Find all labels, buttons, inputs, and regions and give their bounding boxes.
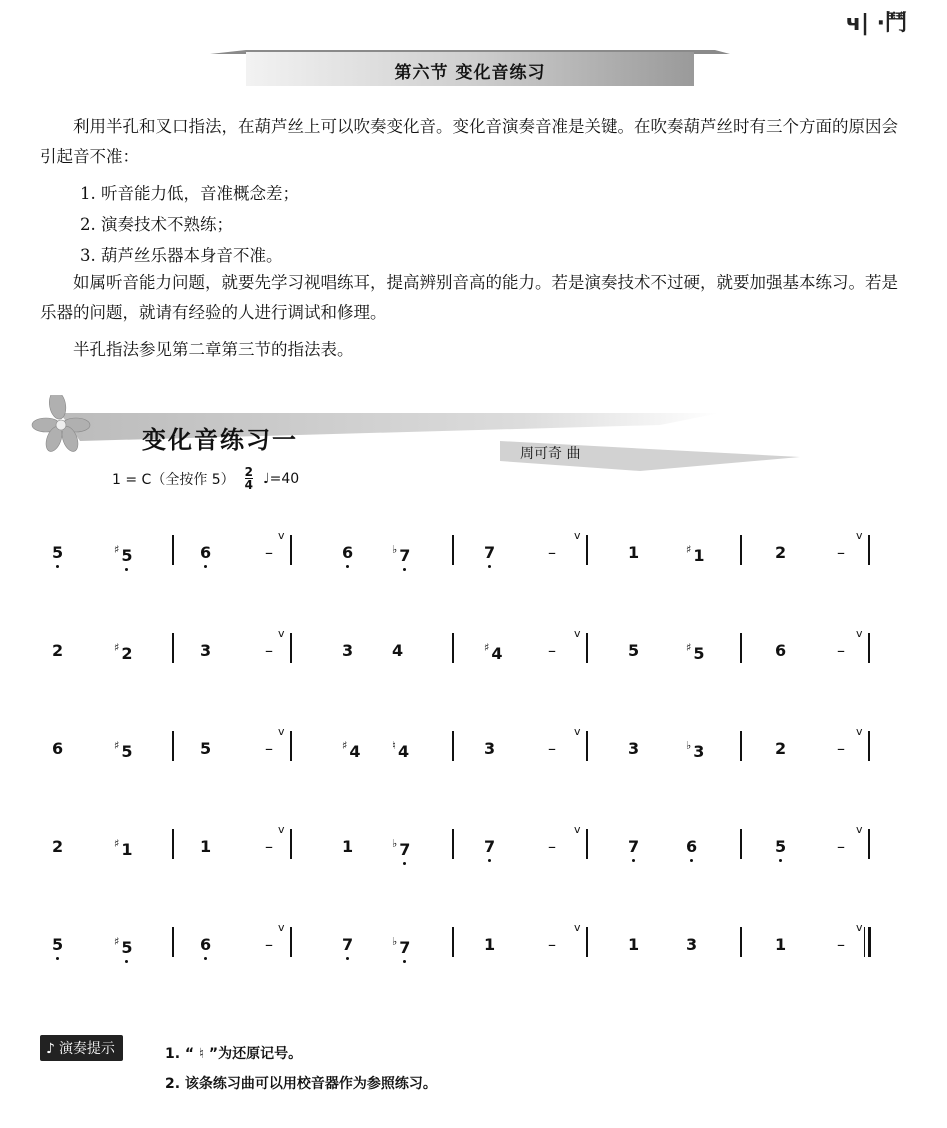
note-number: 7: [399, 840, 411, 859]
tip-line-2: 2. 该条练习曲可以用校音器作为参照练习。: [165, 1076, 437, 1092]
intro-paragraph-1: 利用半孔和叉口指法，在葫芦丝上可以吹奏变化音。变化音演奏音准是关键。在吹奏葫芦丝时有三个方面的原因会引起音不准：: [40, 117, 898, 166]
note: [686, 837, 697, 856]
breath-mark: v: [856, 823, 863, 836]
bar-line: [290, 731, 292, 761]
extension-dash: –: [548, 739, 556, 758]
note-number: 4: [491, 644, 503, 663]
note-number: 5: [121, 742, 133, 761]
bar-line: [740, 829, 742, 859]
extension-dash: –: [265, 935, 273, 954]
note-number: 5: [52, 543, 64, 562]
tips-badge-label: 演奏提示: [58, 1041, 115, 1057]
composer: 周可奇 曲: [520, 446, 581, 462]
note: [114, 641, 132, 663]
accidental: ♭: [392, 935, 398, 948]
key-signature-line: [112, 466, 299, 491]
breath-mark: v: [278, 823, 285, 836]
bar-line: [868, 829, 870, 859]
note-number: 4: [392, 641, 404, 660]
note: [686, 543, 704, 565]
bar-line: [586, 535, 588, 565]
note-number: 1: [121, 840, 133, 859]
score-row: [40, 529, 900, 575]
note: [775, 837, 786, 856]
section-banner: [210, 48, 730, 88]
time-signature: [245, 466, 253, 491]
note: [200, 641, 211, 660]
extension-dash: –: [837, 543, 845, 562]
bar-line: [586, 731, 588, 761]
flower-ornament: [20, 395, 820, 475]
note: [775, 543, 786, 562]
note: [392, 837, 410, 859]
note-number: 3: [342, 641, 354, 660]
note: [392, 543, 410, 565]
list-item: 3. 葫芦丝乐器本身音不准。: [80, 246, 283, 265]
note-number: 1: [342, 837, 354, 856]
intro-paragraph-3: 半孔指法参见第二章第三节的指法表。: [73, 340, 354, 359]
bar-line: [586, 829, 588, 859]
time-denominator: 4: [244, 478, 254, 492]
accidental: ♮: [392, 739, 396, 752]
breath-mark: v: [574, 921, 581, 934]
note: [628, 837, 639, 856]
bar-line: [586, 927, 588, 957]
breath-mark: v: [856, 529, 863, 542]
accidental: ♯: [114, 543, 120, 556]
extension-dash: –: [837, 935, 845, 954]
note-number: 7: [628, 837, 640, 856]
accidental: ♯: [686, 543, 692, 556]
note: [342, 739, 360, 761]
note: [775, 641, 786, 660]
extension-dash: –: [265, 739, 273, 758]
note: [484, 739, 495, 758]
breath-mark: v: [856, 627, 863, 640]
bar-line: [452, 731, 454, 761]
note-number: 1: [628, 543, 640, 562]
breath-mark: v: [574, 823, 581, 836]
note-number: 6: [200, 935, 212, 954]
note-number: 7: [399, 546, 411, 565]
note-number: 4: [349, 742, 361, 761]
note-number: 3: [686, 935, 698, 954]
bar-line: [172, 829, 174, 859]
performance-tips-badge: [40, 1035, 123, 1061]
final-bar-line-thin: [864, 927, 865, 957]
note-number: 5: [775, 837, 787, 856]
note: [484, 641, 502, 663]
bar-line: [452, 927, 454, 957]
note-number: 2: [775, 739, 787, 758]
note-number: 7: [484, 837, 496, 856]
note: [52, 739, 63, 758]
accidental: ♭: [392, 543, 398, 556]
note-number: 7: [484, 543, 496, 562]
note-number: 3: [693, 742, 705, 761]
note-number: 3: [628, 739, 640, 758]
note: [52, 543, 63, 562]
note-number: 1: [693, 546, 705, 565]
note: [484, 935, 495, 954]
exercise-banner: [20, 395, 820, 475]
accidental: ♭: [686, 739, 692, 752]
note: [686, 935, 697, 954]
note-number: 6: [775, 641, 787, 660]
extension-dash: –: [837, 739, 845, 758]
bar-line: [452, 535, 454, 565]
bar-line: [452, 829, 454, 859]
note: [342, 641, 353, 660]
note: [775, 739, 786, 758]
note: [392, 739, 409, 761]
accidental: ♯: [686, 641, 692, 654]
note-number: 2: [52, 837, 64, 856]
tips-icon: ♪: [46, 1041, 55, 1057]
extension-dash: –: [548, 935, 556, 954]
note-number: 3: [484, 739, 496, 758]
note: [686, 739, 704, 761]
note: [392, 935, 410, 957]
note-number: 1: [484, 935, 496, 954]
extension-dash: –: [548, 837, 556, 856]
bar-line: [172, 633, 174, 663]
accidental: ♯: [114, 739, 120, 752]
note-number: 5: [693, 644, 705, 663]
bar-line: [452, 633, 454, 663]
tip-line-1: 1. “ ♮ ”为还原记号。: [165, 1046, 303, 1062]
bar-line: [740, 535, 742, 565]
score-row: [40, 823, 900, 869]
note: [392, 641, 403, 660]
bar-line: [290, 927, 292, 957]
note: [52, 641, 63, 660]
note: [342, 543, 353, 562]
note-number: 7: [399, 938, 411, 957]
note-number: 6: [200, 543, 212, 562]
note: [628, 739, 639, 758]
breath-mark: v: [574, 725, 581, 738]
breath-mark: v: [856, 725, 863, 738]
accidental: ♯: [342, 739, 348, 752]
note: [342, 935, 353, 954]
breath-mark: v: [278, 725, 285, 738]
note: [200, 739, 211, 758]
note-number: 3: [200, 641, 212, 660]
bar-line: [172, 927, 174, 957]
note-number: 4: [397, 742, 410, 761]
breath-mark: v: [574, 627, 581, 640]
note: [628, 935, 639, 954]
final-bar-line: [868, 927, 871, 957]
bar-line: [740, 731, 742, 761]
breath-mark: v: [574, 529, 581, 542]
accidental: ♯: [484, 641, 490, 654]
note-number: 5: [52, 935, 64, 954]
tempo-mark: ♩=40: [263, 470, 300, 487]
list-item: 1. 听音能力低，音准概念差；: [80, 184, 299, 203]
extension-dash: –: [548, 641, 556, 660]
extension-dash: –: [265, 641, 273, 660]
breath-mark: v: [278, 627, 285, 640]
note: [628, 641, 639, 660]
bar-line: [868, 633, 870, 663]
note-number: 2: [121, 644, 133, 663]
breath-mark: v: [856, 921, 863, 934]
extension-dash: –: [548, 543, 556, 562]
note-number: 2: [52, 641, 64, 660]
exercise-title: 变化音练习一: [142, 425, 298, 454]
bar-line: [740, 927, 742, 957]
note: [114, 543, 132, 565]
bar-line: [868, 535, 870, 565]
note: [686, 641, 704, 663]
note-number: 6: [52, 739, 64, 758]
note-number: 1: [775, 935, 787, 954]
accidental: ♭: [392, 837, 398, 850]
bar-line: [740, 633, 742, 663]
note-number: 5: [121, 546, 133, 565]
accidental: ♯: [114, 641, 120, 654]
note: [52, 935, 63, 954]
time-numerator: 2: [244, 465, 254, 479]
breath-mark: v: [278, 921, 285, 934]
note: [484, 543, 495, 562]
bar-line: [868, 731, 870, 761]
note: [775, 935, 786, 954]
score-row: [40, 921, 900, 967]
bar-line: [586, 633, 588, 663]
note: [628, 543, 639, 562]
note: [114, 935, 132, 957]
note-number: 5: [628, 641, 640, 660]
extension-dash: –: [265, 543, 273, 562]
note: [342, 837, 353, 856]
score-row: [40, 627, 900, 673]
note: [200, 543, 211, 562]
section-title: 第六节 变化音练习: [394, 63, 546, 83]
key-signature: 1 = C（全按作 5）: [112, 471, 235, 488]
note-number: 2: [775, 543, 787, 562]
note-number: 1: [628, 935, 640, 954]
score-row: [40, 725, 900, 771]
note-number: 6: [342, 543, 354, 562]
corner-mark: ч| ·鬥: [845, 11, 907, 36]
note-number: 1: [200, 837, 212, 856]
extension-dash: –: [837, 641, 845, 660]
extension-dash: –: [265, 837, 273, 856]
bar-line: [172, 731, 174, 761]
bar-line: [172, 535, 174, 565]
note: [484, 837, 495, 856]
note-number: 5: [121, 938, 133, 957]
note-number: 7: [342, 935, 354, 954]
bar-line: [290, 829, 292, 859]
note-number: 6: [686, 837, 698, 856]
accidental: ♯: [114, 935, 120, 948]
accidental: ♯: [114, 837, 120, 850]
bar-line: [290, 535, 292, 565]
note: [200, 935, 211, 954]
note: [114, 739, 132, 761]
note: [114, 837, 132, 859]
note: [52, 837, 63, 856]
note-number: 5: [200, 739, 212, 758]
extension-dash: –: [837, 837, 845, 856]
breath-mark: v: [278, 529, 285, 542]
note: [200, 837, 211, 856]
intro-paragraph-2: 如属听音能力问题，就要先学习视唱练耳，提高辨别音高的能力。若是演奏技术不过硬，就要加强基本练习。若是乐器的问题，就请有经验的人进行调试和修理。: [40, 273, 898, 322]
bar-line: [290, 633, 292, 663]
list-item: 2. 演奏技术不熟练；: [80, 215, 233, 234]
